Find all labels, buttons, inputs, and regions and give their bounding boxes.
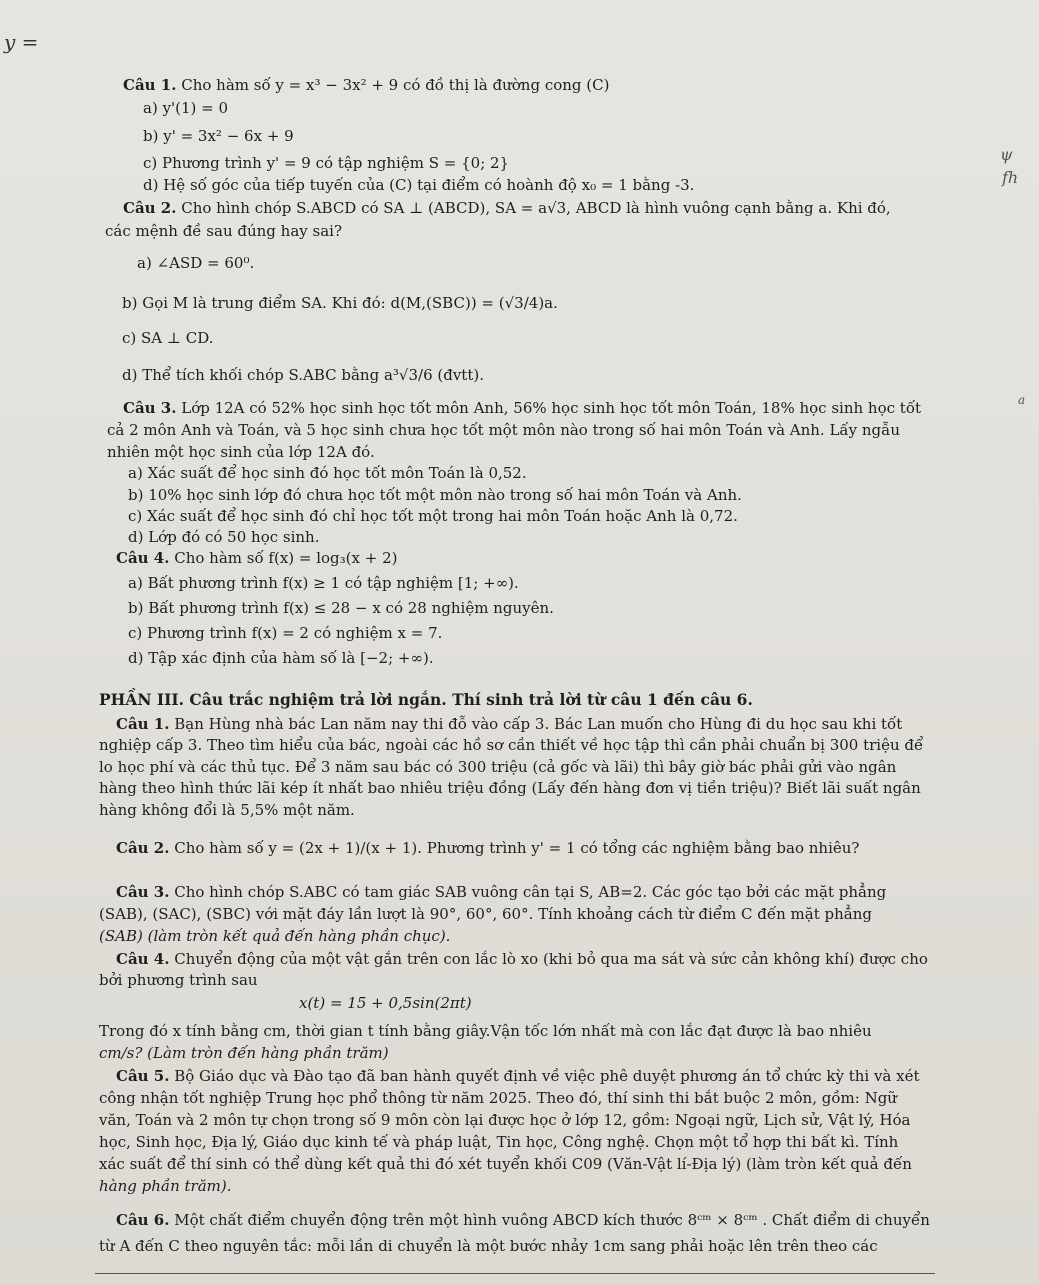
question-text: Cho hàm số f(x) = log₃(x + 2) [174, 549, 398, 567]
question-text: Cho hình chóp S.ABC có tam giác SAB vuông cân tại S, AB=2. Các góc tạo bởi các mặt phẳng [174, 883, 887, 901]
question-text: Bộ Giáo dục và Đào tạo đã ban hành quyết định về việc phê duyệt phương án tổ chức kỳ thi và xét [174, 1067, 920, 1085]
question-text: Lớp 12A có 52% học sinh học tốt môn Anh, 56% học sinh học tốt môn Toán, 18% học sinh học tốt [181, 399, 922, 417]
option-a: a) y'(1) = 0 [143, 99, 229, 117]
question-text-cont: bởi phương trình sau [99, 971, 258, 989]
question-2-4 [116, 548, 397, 568]
page-edge-rule [95, 1273, 935, 1274]
option-a: a) Bất phương trình f(x) ≥ 1 có tập nghiệm [1; +∞). [128, 574, 519, 592]
question-text-cont: hàng không đổi là 5,5% một năm. [99, 801, 355, 819]
option-c: c) Phương trình f(x) = 2 có nghiệm x = 7. [128, 624, 443, 642]
question-label: Câu 4. [116, 549, 170, 567]
question-label: Câu 6. [116, 1211, 170, 1229]
option-b: b) Bất phương trình f(x) ≤ 28 − x có 28 nghiệm nguyên. [128, 599, 554, 617]
question-text-cont: xác suất để thí sinh có thể dùng kết quả thi đó xét tuyển khối C09 (Văn-Vật lí-Địa lý) (làm tròn kết quả đến [99, 1155, 912, 1173]
question-text-cont: nghiệp cấp 3. Theo tìm hiểu của bác, ngoài các hồ sơ cần thiết về học tập thì cần phải chuẩn bị 300 triệu để [99, 736, 924, 754]
option-d: d) Thể tích khối chóp S.ABC bằng a³√3/6 (đvtt). [122, 366, 484, 384]
question-label: Câu 3. [116, 883, 170, 901]
question-text-cont: (SAB) (làm tròn kết quả đến hàng phần chục). [99, 927, 451, 945]
option-a: a) Xác suất để học sinh đó học tốt môn Toán là 0,52. [128, 464, 527, 482]
question-text-cont: cm/s? (Làm tròn đến hàng phần trăm) [99, 1044, 389, 1062]
option-d: d) Hệ số góc của tiếp tuyến của (C) tại điểm có hoành độ x₀ = 1 bằng -3. [143, 176, 695, 194]
question-text-cont: các mệnh đề sau đúng hay sai? [105, 222, 342, 240]
corner-mark: y = [4, 30, 39, 54]
question-label: Câu 2. [116, 839, 170, 857]
formula: x(t) = 15 + 0,5sin(2πt) [299, 994, 472, 1012]
margin-note: fh [1002, 168, 1019, 187]
question-text: Cho hình chóp S.ABCD có SA ⊥ (ABCD), SA = a√3, ABCD là hình vuông cạnh bằng a. Khi đó, [181, 199, 891, 217]
option-b: b) 10% học sinh lớp đó chưa học tốt một môn nào trong số hai môn Toán và Anh. [128, 486, 742, 504]
question-3-3 [116, 882, 886, 902]
question-2-2 [123, 198, 891, 218]
option-c: c) Phương trình y' = 9 có tập nghiệm S = {0; 2} [143, 154, 510, 172]
question-label: Câu 5. [116, 1067, 170, 1085]
option-c: c) Xác suất để học sinh đó chỉ học tốt một trong hai môn Toán hoặc Anh là 0,72. [128, 507, 738, 525]
question-text-cont: cả 2 môn Anh và Toán, và 5 học sinh chưa học tốt một môn nào trong số hai môn Toán và Anh. Lấy ngẫu [107, 421, 900, 439]
section-heading: PHẦN III. Câu trắc nghiệm trả lời ngắn. Thí sinh trả lời từ câu 1 đến câu 6. [99, 690, 753, 709]
question-label: Câu 1. [116, 715, 170, 733]
question-3-4 [116, 949, 928, 969]
question-3-2 [116, 838, 859, 858]
question-3-5 [116, 1066, 920, 1086]
question-label: Câu 4. [116, 950, 170, 968]
question-label: Câu 1. [123, 76, 177, 94]
margin-note: a [1018, 393, 1026, 407]
question-text-cont: học, Sinh học, Địa lý, Giáo dục kinh tế và pháp luật, Tin học, Công nghệ. Chọn một tổ hợp thi bất kì. Tính [99, 1133, 899, 1151]
question-text-cont: lo học phí và các thủ tục. Để 3 năm sau bác có 300 triệu (cả gốc và lãi) thì bây giờ bác phải gửi vào ngân [99, 758, 897, 776]
question-text: Một chất điểm chuyển động trên một hình vuông ABCD kích thước 8ᶜᵐ × 8ᶜᵐ . Chất điểm di chuyển [174, 1211, 930, 1229]
option-b: b) y' = 3x² − 6x + 9 [143, 127, 294, 145]
question-3-6 [116, 1210, 930, 1230]
question-text: Bạn Hùng nhà bác Lan năm nay thi đỗ vào cấp 3. Bác Lan muốn cho Hùng đi du học sau khi tốt [174, 715, 903, 733]
question-text-cont: từ A đến C theo nguyên tắc: mỗi lần di chuyển là một bước nhảy 1cm sang phải hoặc lên trên theo các [99, 1237, 878, 1255]
question-label: Câu 3. [123, 399, 177, 417]
question-text: Cho hàm số y = x³ − 3x² + 9 có đồ thị là đường cong (C) [181, 76, 610, 94]
question-text: Chuyển động của một vật gắn trên con lắc lò xo (khi bỏ qua ma sát và sức cản không khí) được cho [174, 950, 928, 968]
question-text: Cho hàm số y = (2x + 1)/(x + 1). Phương trình y' = 1 có tổng các nghiệm bằng bao nhiêu? [174, 839, 860, 857]
option-d: d) Lớp đó có 50 học sinh. [128, 528, 320, 546]
question-text-cont: công nhận tốt nghiệp Trung học phổ thông từ năm 2025. Theo đó, thí sinh thi bắt buộc 2 môn, gồm: Ngữ [99, 1089, 897, 1107]
question-label: Câu 2. [123, 199, 177, 217]
question-text-cont: Trong đó x tính bằng cm, thời gian t tính bằng giây.Vận tốc lớn nhất mà con lắc đạt được là bao nhiêu [99, 1022, 872, 1040]
option-c: c) SA ⊥ CD. [122, 329, 214, 347]
question-text-cont: hàng theo hình thức lãi kép ít nhất bao nhiêu triệu đồng (Lấy đến hàng đơn vị tiền triệu)? Biết lãi suất ngân [99, 779, 921, 797]
option-d: d) Tập xác định của hàm số là [−2; +∞). [128, 649, 434, 667]
question-text-cont: nhiên một học sinh của lớp 12A đó. [107, 443, 375, 461]
option-a: a) ∠ASD = 60⁰. [137, 254, 255, 272]
question-text-cont: hàng phần trăm). [99, 1177, 232, 1195]
option-b: b) Gọi M là trung điểm SA. Khi đó: d(M,(SBC)) = (√3/4)a. [122, 294, 558, 312]
question-2-3 [123, 398, 921, 418]
question-2-1 [123, 75, 609, 95]
question-3-1 [116, 714, 902, 734]
margin-note: ψ [1000, 145, 1013, 164]
question-text-cont: văn, Toán và 2 môn tự chọn trong số 9 môn còn lại được học ở lớp 12, gồm: Ngoại ngữ, Lịch sử, Vật lý, Hóa [99, 1111, 911, 1129]
question-text-cont: (SAB), (SAC), (SBC) với mặt đáy lần lượt là 90°, 60°, 60°. Tính khoảng cách từ điểm C đến mặt phẳng [99, 905, 872, 923]
